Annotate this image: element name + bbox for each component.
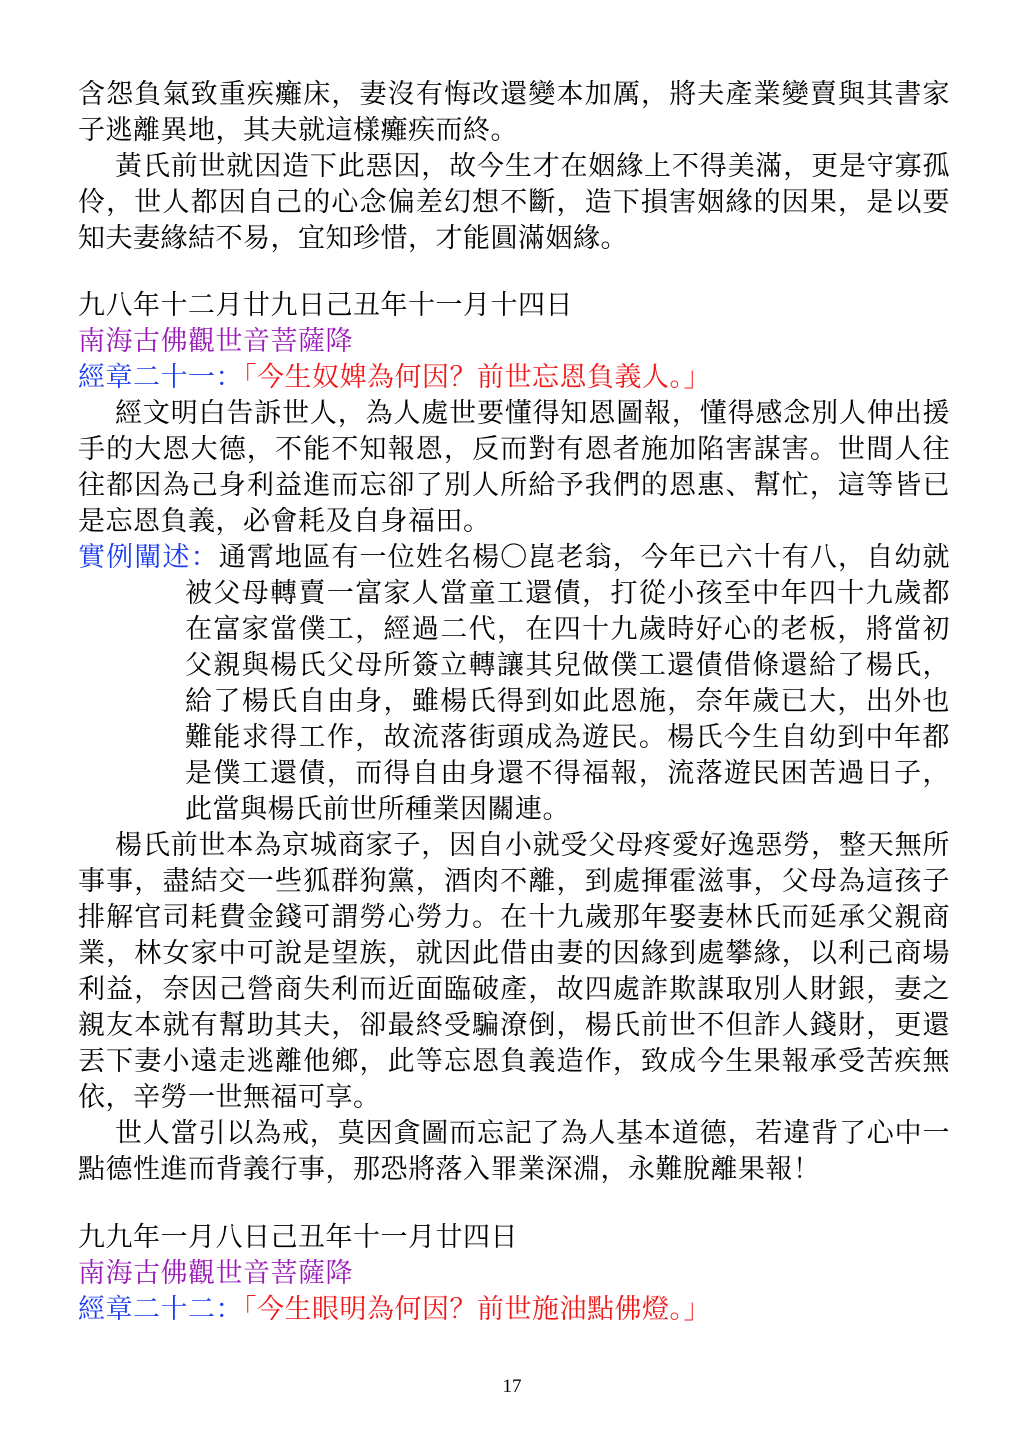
text-line: 含怨負氣致重疾癱床，妻沒有悔改還變本加厲，將夫產業變賣與其書家	[78, 79, 950, 110]
page-body	[78, 77, 950, 1328]
text-line: 事事，盡結交一些狐群狗黨，酒肉不離，到處揮霍滋事，父母為這孩子	[78, 866, 950, 897]
chapter-heading	[78, 360, 950, 396]
chapter-label: 經章二十一：	[78, 362, 243, 393]
text-line: 楊氏前世本為京城商家子，因自小就受父母疼愛好逸惡勞，整天無所	[115, 830, 950, 861]
example-label: 實例闡述：	[78, 542, 219, 573]
text-line: 黃氏前世就因造下此惡因，故今生才在姻緣上不得美滿，更是守寡孤	[115, 151, 950, 182]
text-line: 子逃離異地，其夫就這樣癱疾而終。	[78, 115, 518, 146]
page-number: 17	[502, 1376, 522, 1397]
text-line: 被父母轉賣一富家人當童工還債，打從小孩至中年四十九歲都	[185, 578, 950, 609]
text-line: 親友本就有幫助其夫，卻最終受騙潦倒，楊氏前世不但詐人錢財，更還	[78, 1010, 950, 1041]
chapter-quote: 「今生奴婢為何因？前世忘恩負義人。」	[243, 362, 711, 393]
text-line: 是僕工還債，而得自由身還不得福報，流落遊民困苦過日子，	[185, 758, 950, 789]
text-line: 業，林女家中可說是望族，就因此借由妻的因緣到處攀緣，以利己商場	[78, 938, 950, 969]
section-date: 九九年一月八日己丑年十一月廿四日	[78, 1222, 518, 1253]
chapter-quote: 「今生眼明為何因？前世施油點佛燈。」	[243, 1294, 711, 1325]
text-line: 是忘恩負義，必會耗及自身福田。	[78, 506, 491, 537]
text-line: 在富家當僕工，經過二代，在四十九歲時好心的老板，將當初	[185, 614, 950, 645]
text-line: 利益，奈因己營商失利而近面臨破產，故四處詐欺謀取別人財銀，妻之	[78, 974, 950, 1005]
example-first-line	[78, 540, 950, 576]
text-line: 給了楊氏自由身，雖楊氏得到如此恩施，奈年歲已大，出外也	[185, 686, 950, 717]
text-line: 排解官司耗費金錢可謂勞心勞力。在十九歲那年娶妻林氏而延承父親商	[78, 902, 950, 933]
text-line: 知夫妻緣結不易，宜知珍惜，才能圓滿姻緣。	[78, 223, 628, 254]
text-line: 點德性進而背義行事，那恐將落入罪業深淵，永難脫離果報！	[78, 1154, 821, 1185]
text-line: 手的大恩大德，不能不知報恩，反而對有恩者施加陷害謀害。世間人往	[78, 434, 950, 465]
text-line: 通霄地區有一位姓名楊〇崑老翁，今年已六十有八，自幼就	[218, 542, 950, 573]
text-line: 往都因為己身利益進而忘卻了別人所給予我們的恩惠、幫忙，這等皆已	[78, 470, 950, 501]
text-line: 此當與楊氏前世所種業因關連。	[185, 794, 570, 825]
paragraph-gap	[78, 257, 950, 288]
deity-line: 南海古佛觀世音菩薩降	[78, 326, 353, 357]
deity-line: 南海古佛觀世音菩薩降	[78, 1258, 353, 1289]
chapter-label: 經章二十二：	[78, 1294, 243, 1325]
text-line: 經文明白告訴世人，為人處世要懂得知恩圖報，懂得感念別人伸出援	[115, 398, 950, 429]
text-line: 世人當引以為戒，莫因貪圖而忘記了為人基本道德，若違背了心中一	[115, 1118, 950, 1149]
section-date: 九八年十二月廿九日己丑年十一月十四日	[78, 290, 573, 321]
text-line: 依，辛勞一世無福可享。	[78, 1082, 381, 1113]
text-line: 伶，世人都因自己的心念偏差幻想不斷，造下損害姻緣的因果，是以要	[78, 187, 950, 218]
chapter-heading	[78, 1292, 950, 1328]
text-line: 父親與楊氏父母所簽立轉讓其兒做僕工還債借條還給了楊氏，	[185, 650, 950, 681]
paragraph-gap	[78, 1188, 950, 1220]
text-line: 丟下妻小遠走逃離他鄉，此等忘恩負義造作，致成今生果報承受苦疾無	[78, 1046, 950, 1077]
text-line: 難能求得工作，故流落街頭成為遊民。楊氏今生自幼到中年都	[185, 722, 950, 753]
